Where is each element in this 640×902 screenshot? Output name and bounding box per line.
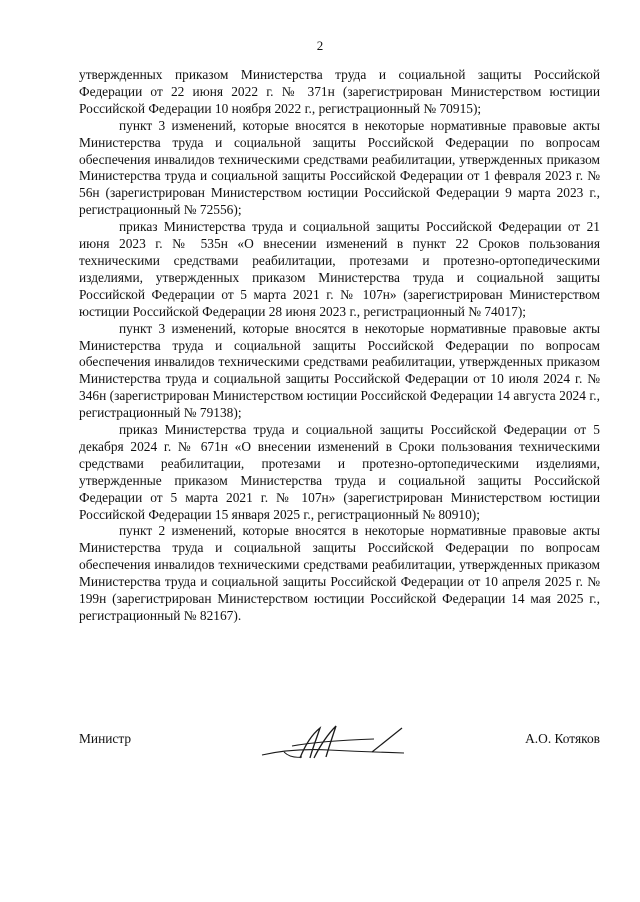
document-body [79, 67, 600, 625]
paragraph-item-56n: пункт 3 изменений, которые вносятся в некоторые нормативные правовые акты Министерства труда и социальной защиты Российской Федерации по вопросам обеспечения инвалидов техническими средствами реабилитации, утвержденных приказом Министерства труда и социальной защиты Российской Федерации от 1 февраля 2023 г. № 56н (зарегистрирован Министерством юстиции Российской Федерации 9 марта 2023 г., регистрационный № 72556); [79, 117, 600, 218]
paragraph-item-199n: пункт 2 изменений, которые вносятся в некоторые нормативные правовые акты Министерства труда и социальной защиты Российской Федерации по вопросам обеспечения инвалидов техническими средствами реабилитации, утвержденных приказом Министерства труда и социальной защиты Российской Федерации от 10 апреля 2025 г. № 199н (зарегистрирован Министерством юстиции Российской Федерации 14 мая 2025 г., регистрационный № 82167). [79, 523, 600, 623]
page-number: 2 [316, 38, 324, 53]
signature-block [79, 722, 600, 762]
signatory-title: Министр [79, 731, 132, 746]
handwritten-signature [254, 722, 424, 762]
paragraph-item-346n: пункт 3 изменений, которые вносятся в некоторые нормативные правовые акты Министерства труда и социальной защиты Российской Федерации по вопросам обеспечения инвалидов техническими средствами реабилитации, утвержденных приказом Министерства труда и социальной защиты Российской Федерации от 10 июля 2024 г. № 346н (зарегистрирован Министерством юстиции Российской Федерации 14 августа 2024 г., регистрационный № 79138); [79, 320, 600, 421]
signatory-name: А.О. Котяков [525, 731, 600, 746]
paragraph-item-671n: приказ Министерства труда и социальной защиты Российской Федерации от 5 декабря 2024 г. № 671н «О внесении изменений в Сроки пользования техническими средствами реабилитации, протезами и протезно-ортопедическими изделиями, утвержденные приказом Министерства труда и социальной защиты Российской Федерации от 5 марта 2021 г. № 107н» (зарегистрирован Министерством юстиции Российской Федерации 15 января 2025 г., регистрационный № 80910); [79, 422, 600, 522]
paragraph-item-535n: приказ Министерства труда и социальной защиты Российской Федерации от 21 июня 2023 г. № 535н «О внесении изменений в пункт 22 Сроков пользования техническими средствами реабилитации, протезами и протезно-ортопедическими изделиями, утвержденных приказом Министерства труда и социальной защиты Российской Федерации от 5 марта 2021 г. № 107н» (зарегистрирован Министерством юстиции Российской Федерации 28 июня 2023 г., регистрационный № 74017); [79, 219, 600, 319]
paragraph-continuation: утвержденных приказом Министерства труда и социальной защиты Российской Федерации от 22 июня 2022 г. № 371н (зарегистрирован Министерством юстиции Российской Федерации 10 ноября 2022 г., регистрационный № 70915); [79, 67, 600, 116]
